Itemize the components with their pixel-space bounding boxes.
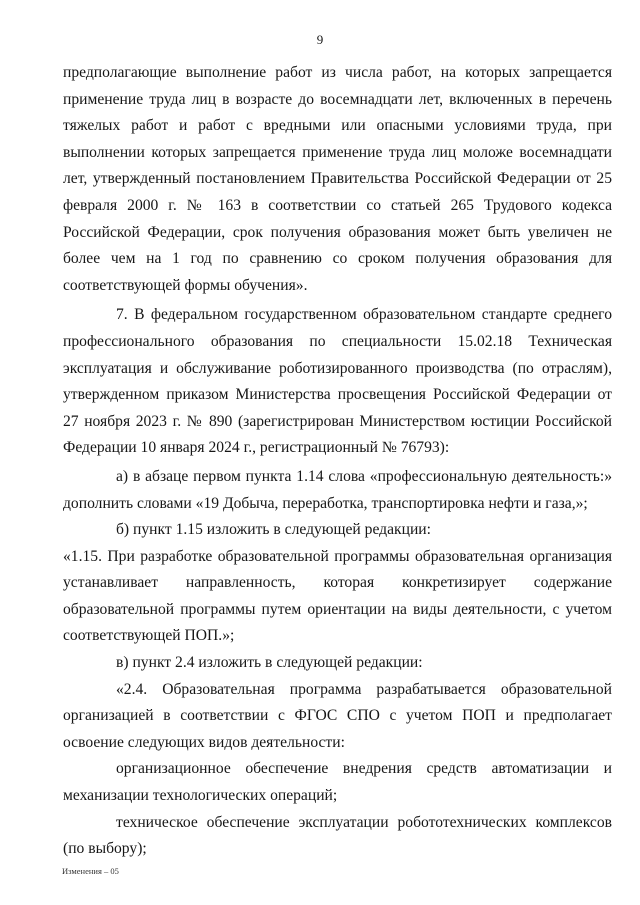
paragraph-item-7: 7. В федеральном государственном образовательном стандарте среднего профессионального образования по специальности 15.02.18 Техническая эксплуатация и обслуживание роботизированного производства (по отраслям), утвержденном приказом Министерства просвещения Российской Федерации от 27 ноября 2023 г. № 890 (зарегистрирован Министерством юстиции Российской Федерации 10 января 2024 г., регистрационный № 76793):	[63, 306, 612, 457]
paragraph-subitem-a: а) в абзаце первом пункта 1.14 слова «профессиональную деятельность:» дополнить словами «19 Добыча, переработка, транспортировка нефти и газа,»;	[63, 467, 612, 512]
paragraph-subitem-b: б) пункт 1.15 изложить в следующей редакции:	[116, 521, 431, 539]
paragraph-activity-2: техническое обеспечение эксплуатации робототехнических комплексов (по выбору);	[63, 813, 612, 858]
paragraph-quote-1-15: «1.15. При разработке образовательной программы образовательная организация устанавливает направленность, которая конкретизирует содержание образовательной программы путем ориентации на виды деятельности, с учетом соответствующей ПОП.»;	[63, 547, 612, 645]
paragraph-quote-2-4: «2.4. Образовательная программа разрабатывается образовательной организацией в соответствии с ФГОС СПО с учетом ПОП и предполагает освоение следующих видов деятельности:	[63, 680, 612, 751]
paragraph-subitem-v: в) пункт 2.4 изложить в следующей редакции:	[116, 654, 423, 672]
paragraph-activity-1: организационное обеспечение внедрения средств автоматизации и механизации технологических операций;	[63, 760, 612, 805]
page-number: 9	[316, 32, 324, 47]
footer-note: Изменения – 05	[62, 866, 119, 876]
paragraph-continuation: предполагающие выполнение работ из числа работ, на которых запрещается применение труда лиц в возрасте до восемнадцати лет, включенных в перечень тяжелых работ и работ с вредными или опасными условиями труда, при выполнении которых запрещается применение труда лиц моложе восемнадцати лет, утвержденный постановлением Правительства Российской Федерации от 25 февраля 2000 г. № 163 в соответствии со статьей 265 Трудового кодекса Российской Федерации, срок получения образования может быть увеличен не более чем на 1 год по сравнению со сроком получения образования для соответствующей формы обучения».	[63, 64, 612, 294]
document-body	[63, 60, 612, 863]
